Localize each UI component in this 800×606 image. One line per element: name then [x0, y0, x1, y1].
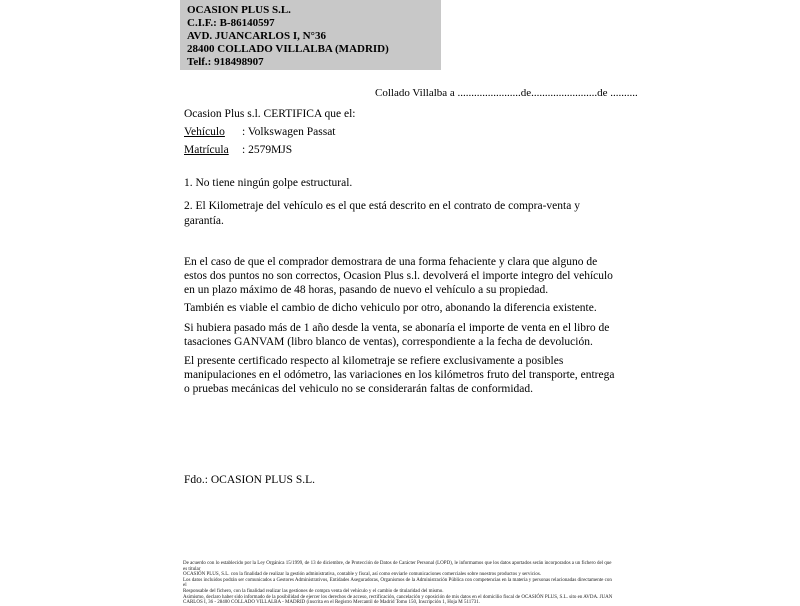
certificate-point-2: 2. El Kilometraje del vehículo es el que está descrito en el contrato de compra-venta y garantía. — [184, 200, 580, 227]
company-name: OCASION PLUS S.L. — [187, 4, 291, 16]
legal-line-4: Responsable del fichero, con la finalidad realizar las gestiones de compra venta del vehículo y el cambio de titularidad del mismo. — [183, 588, 444, 594]
certify-line: Ocasion Plus s.l. CERTIFICA que el: — [184, 108, 356, 120]
legal-footer — [183, 561, 615, 606]
vehicle-row — [184, 125, 621, 140]
plate-value: : 2579MJS — [242, 144, 293, 156]
legal-line-3: Los datos incluidos podrán ser comunicados a Gestores Administrativos, Entidades Aseguradoras, Organismos de la Administración Pública con competencias en la materia y personas relacionadas directamente con el — [183, 577, 612, 589]
paragraph-ganvam: Si hubiera pasado más de 1 año desde la venta, se abonaría el importe de venta en el libro de tasaciones GANVAM (libro blanco de ventas), correspondiente a la fecha de devolución. — [184, 322, 610, 348]
paragraph-exchange: También es viable el cambio de dicho vehiculo por otro, abonando la diferencia existente. — [184, 302, 597, 314]
paragraph-refund: En el caso de que el comprador demostrara de una forma fehaciente y clara que alguno de estos dos puntos no son correctos, Ocasion Plus s.l. devolverá el importe integro del vehículo en un plazo máximo de 48 horas, pasando de nuevo el vehículo a su propiedad. — [184, 256, 613, 296]
certificate-body — [184, 107, 621, 396]
signature-line: Fdo.: OCASION PLUS S.L. — [184, 474, 315, 486]
plate-row — [184, 143, 621, 158]
vehicle-label: Vehículo — [184, 126, 225, 138]
legal-line-1: De acuerdo con lo establecido por la Ley Orgánica 15/1999, de 13 de diciembre, de Protección de Datos de Carácter Personal (LOPD), le informamos que los datos aportados serán incorporados a un fichero del que es titular — [183, 561, 612, 572]
vehicle-value: : Volkswagen Passat — [242, 126, 336, 138]
company-cif: C.I.F.: B-86140597 — [187, 17, 275, 29]
company-letterhead — [180, 0, 441, 70]
plate-label: Matrícula — [184, 144, 229, 156]
legal-line-2: OCASIÓN PLUS, S.L. con la finalidad de realizar la gestión administrativa, contable y fiscal, así como enviarle comunicaciones comerciales sobre nuestros productos y servicios. — [183, 572, 542, 578]
company-address: AVD. JUANCARLOS I, N°36 — [187, 30, 326, 42]
legal-line-5: Asimismo, declaro haber sido informado de la posibilidad de ejercer los derechos de acceso, rectificación, cancelación y oposición de mis datos en el domicilio fiscal de OCASIÓN PLUS, S.L. sito en AVDA. JUAN — [183, 594, 613, 600]
paragraph-odometer: El presente certificado respecto al kilometraje se refiere exclusivamente a posibles manipulaciones en el odómetro, las variaciones en los kilómetros fruto del transporte, entrega o pruebas mecánicas del vehiculo no se considerarán faltas de conformidad. — [184, 355, 615, 395]
company-city: 28400 COLLADO VILLALBA (MADRID) — [187, 43, 389, 55]
legal-line-6: CARLOS I, 36 - 28400 COLLADO VILLALBA - MADRID (inscrita en el Registro Mercantil de Madrid Tomo 150, Inscripción 1, Hoja M 511731. — [183, 600, 481, 606]
certificate-point-1: 1. No tiene ningún golpe estructural. — [184, 177, 353, 189]
date-line: Collado Villalba a .......................de........................de .......... — [375, 87, 638, 99]
company-phone: Telf.: 918498907 — [187, 56, 264, 68]
